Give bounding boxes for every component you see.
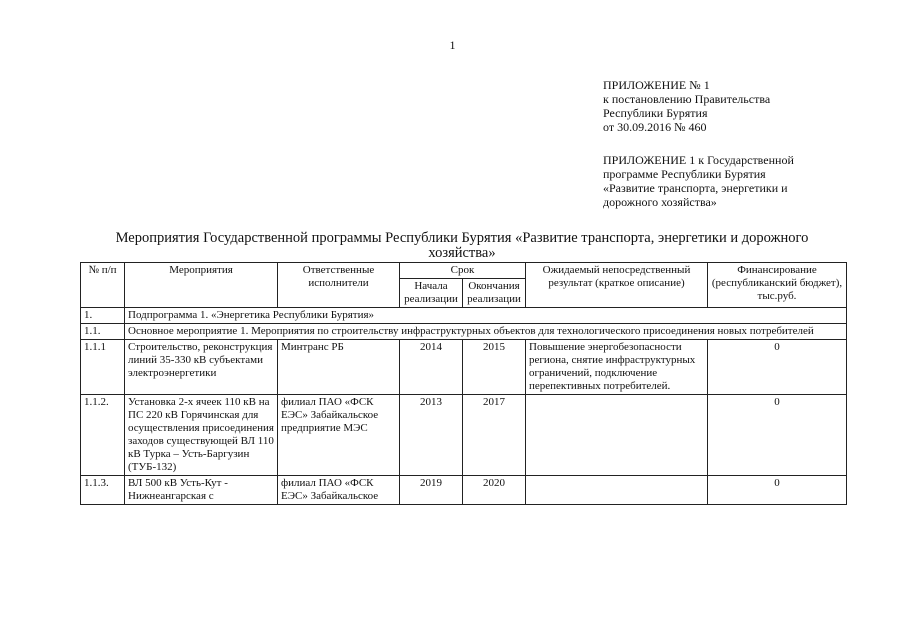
row-num: 1.1.2. xyxy=(81,395,125,476)
row-financing: 0 xyxy=(708,340,847,395)
row-end: 2015 xyxy=(463,340,526,395)
header-result: Ожидаемый непосредственный результат (краткое описание) xyxy=(526,263,708,308)
row-executor: филиал ПАО «ФСК ЕЭС» Забайкальское предприятие МЭС xyxy=(278,395,400,476)
row-financing: 0 xyxy=(708,476,847,505)
document-title: Мероприятия Государственной программы Республики Бурятия «Развитие транспорта, энергетики и дорожного хозяйства» xyxy=(115,230,809,261)
row-start: 2019 xyxy=(400,476,463,505)
row-executor: филиал ПАО «ФСК ЕЭС» Забайкальское xyxy=(278,476,400,505)
measures-table xyxy=(80,262,847,505)
row-num: 1.1.3. xyxy=(81,476,125,505)
appendix-2-line: программе Республики Бурятия xyxy=(603,167,766,181)
row-executor: Минтранс РБ xyxy=(278,340,400,395)
header-start: Начала реализации xyxy=(400,279,463,308)
header-executors: Ответственные исполнители xyxy=(278,263,400,308)
section-text: Основное мероприятие 1. Мероприятия по строительству инфраструктурных объектов для технологического присоединения новых потребителей xyxy=(125,324,847,340)
appendix-1-line: от 30.09.2016 № 460 xyxy=(603,120,707,134)
header-financing: Финансирование (республиканский бюджет), тыс.руб. xyxy=(708,263,847,308)
appendix-1-line: ПРИЛОЖЕНИЕ № 1 xyxy=(603,78,710,92)
section-row xyxy=(81,308,847,324)
section-num: 1. xyxy=(81,308,125,324)
row-measure: ВЛ 500 кВ Усть-Кут - Нижнеангарская с xyxy=(125,476,278,505)
row-measure: Строительство, реконструкция линий 35-330 кВ субъектами электроэнергетики xyxy=(125,340,278,395)
row-end: 2017 xyxy=(463,395,526,476)
row-result xyxy=(526,476,708,505)
page-number: 1 xyxy=(449,38,456,52)
appendix-1-block xyxy=(603,78,770,134)
section-text: Подпрограмма 1. «Энергетика Республики Бурятия» xyxy=(125,308,847,324)
row-start: 2013 xyxy=(400,395,463,476)
table-row xyxy=(81,476,847,505)
row-result: Повышение энергобезопасности региона, снятие инфраструктурных ограничений, подключение перепективных потребителей. xyxy=(526,340,708,395)
section-num: 1.1. xyxy=(81,324,125,340)
header-end: Окончания реализации xyxy=(463,279,526,308)
section-row xyxy=(81,324,847,340)
row-result xyxy=(526,395,708,476)
appendix-1-line: к постановлению Правительства xyxy=(603,92,771,106)
table-row xyxy=(81,340,847,395)
header-measures: Мероприятия xyxy=(125,263,278,308)
table-row xyxy=(81,395,847,476)
appendix-2-block xyxy=(603,153,794,209)
row-num: 1.1.1 xyxy=(81,340,125,395)
appendix-2-line: дорожного хозяйства» xyxy=(603,195,717,209)
row-start: 2014 xyxy=(400,340,463,395)
appendix-2-line: «Развитие транспорта, энергетики и xyxy=(603,181,788,195)
appendix-2-line: ПРИЛОЖЕНИЕ 1 к Государственной xyxy=(603,153,794,167)
appendix-1-line: Республики Бурятия xyxy=(603,106,708,120)
page-cut-area xyxy=(0,553,905,640)
header-num: № п/п xyxy=(81,263,125,308)
row-financing: 0 xyxy=(708,395,847,476)
row-end: 2020 xyxy=(463,476,526,505)
header-term: Срок xyxy=(400,263,526,279)
row-measure: Установка 2-х ячеек 110 кВ на ПС 220 кВ Горячинская для осуществления присоединения заходов существующей ВЛ 110 кВ Турка – Усть-Баргузин (ТУБ-132) xyxy=(125,395,278,476)
